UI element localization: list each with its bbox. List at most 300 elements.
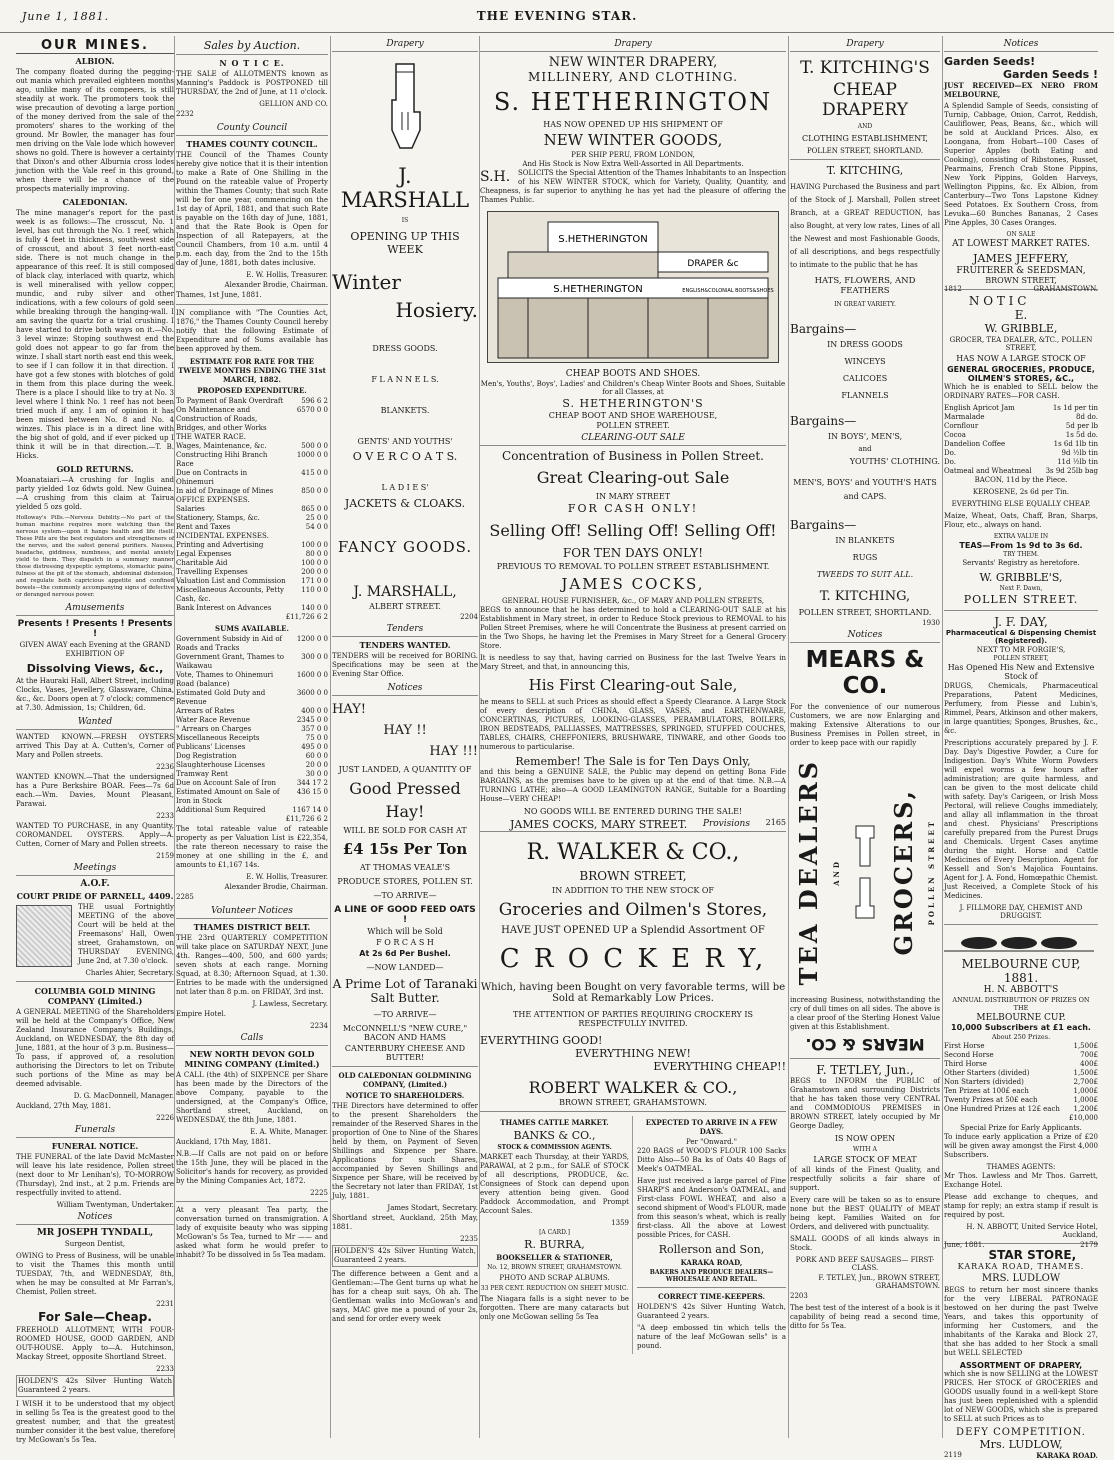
table-cell-item: Ten Prizes at 100£ each [944, 1087, 1029, 1095]
advert-text: A CALL (the 4th) of SIXPENCE per Share has been made by the Directors of the above Company, payable to the undersigned, at the Company's Office, Shortland street, Auckland, on WEDNESDAY, the 8th June, 1881. [176, 1071, 328, 1124]
advert-line: NO GOODS WILL BE ENTERED DURING THE SALE! [523, 807, 743, 816]
section-label: Meetings [16, 862, 174, 876]
table-row [176, 406, 328, 433]
issue-date: June 1, 1881. [22, 10, 110, 23]
table-cell-item: OFFICE EXPENSES. [176, 496, 250, 504]
table-cell-amount: 140 0 0 [301, 604, 328, 612]
advert-line: HAY !!! [429, 744, 478, 759]
advert-line: 33 PER CENT. REDUCTION ON SHEET MUSIC. [480, 1285, 629, 1292]
advertiser-name: MRS. LUDLOW [981, 1273, 1061, 1284]
advert-heading: FUNERAL NOTICE. [51, 1141, 139, 1151]
table-cell-amount: 75 0 0 [305, 734, 328, 742]
table-cell-amount: 8d do. [1076, 413, 1098, 421]
table-row [944, 449, 1098, 458]
table-cell-item: Printing and Advertising [176, 541, 264, 549]
advert-line: At 2s 6d Per Bushel. [359, 949, 451, 958]
table-cell-item: Tramway Rent [176, 770, 228, 778]
store-sign: S.HETHERINGTON [553, 284, 643, 295]
banner-text: AND [832, 858, 842, 886]
advert-line: JACKETS & CLOAKS. [344, 497, 466, 510]
advert-text: Maize, Wheat, Oats, Chaff, Bran, Sharps, Flour, etc., always on hand. [944, 512, 1098, 529]
advert-line: IN BOYS', MEN'S, [827, 432, 903, 441]
table-cell-amount: 5d per lb [1065, 422, 1098, 430]
address: POLLEN STREET. [963, 593, 1079, 606]
advert-text: DRUGS, Chemicals, Pharmaceutical Preparations, Patent Medicines, Perfumery, from Piesse and Lubin's, Rimmel, Pears, Atkinson and other makers, in large quantities; Sponges, Brushes, &c., &c. [944, 682, 1098, 735]
advert-line: GENERAL GROCERIES, PRODUCE, OILMEN'S STORES, &C., [947, 365, 1095, 383]
advert-line: Remember! The Sale is for Ten Days Only, [515, 755, 751, 768]
table-row [944, 440, 1098, 449]
advert-text: THE Directors have determined to offer to the present Shareholders the remainder of the Reserved Shares in the proportion of One to Nine of the Shares held by them, on Payment of Seven Shillings and Sixpence per Share. Applications for such Shares, accompanied by Seven Shillings and Sixpence per Share, will be received by the Secretary not later than FRIDAY, 1st July, 1881. [332, 1102, 478, 1200]
table-cell-item: Cocoa [944, 431, 966, 439]
table-cell-item: English Apricot Jam [944, 404, 1015, 412]
advert-number: 2119 [944, 1451, 962, 1459]
table-row [176, 613, 328, 622]
advertiser-name: MEARS & CO. [805, 647, 925, 699]
advert-text: Holloway's Pills.—Nervous Debility.—No part of the human machine requires more watching than the nervous system—upon it hangs health and life itself. These Pills are the best regulators and strengtheners of the nerves, and the safest general purifiers. Nausea, headache, giddiness, numbness, and mental anxiety yield to them. They dispatch in a summary manner those distressing dyspeptic symptoms, stomachic pains, fulness at the pit of the stomach, abdominal distension, and regulate both capricious appetite and confined bowels—the commonly accompanying signs of defective or deranged nervous power. [16, 515, 174, 598]
advert-line: DRESS GOODS. [372, 344, 438, 353]
table-row [176, 577, 328, 586]
table-row [176, 523, 328, 532]
table-cell-amount: 357 0 0 [301, 725, 328, 733]
table-row [944, 1087, 1098, 1096]
masthead [0, 0, 1114, 33]
column-rule [330, 36, 331, 1438]
advert-text: THE usual Fortnightly MEETING of the above Court will be held at the Freemasons' Hall, Owen street, Grahamstown, on THURSDAY EVENING, June 2nd, at 7.30 o'clock. [78, 903, 174, 965]
banner-text: TEA DEALERS [794, 758, 824, 986]
advert-line: IS [401, 217, 409, 224]
advert-line: BLANKETS. [380, 406, 430, 415]
advert-text: The total rateable value of rateable property as per Valuation List is £22,354, the rate thereon necessary to raise the money at one shilling in the £, and amounts to £1,167 14s. [176, 825, 328, 869]
advert-text: Which he is enabled to SELL below the ORDINARY RATES—FOR CASH. [944, 383, 1098, 400]
table-row [176, 451, 328, 469]
table-cell-amount: 9d ½lb tin [1061, 449, 1098, 457]
banner-text: GROCERS, [888, 788, 918, 956]
signature: E. A. White, Manager. [250, 1128, 328, 1136]
table-cell-item: Constructing Hihi Branch Race [176, 451, 268, 468]
advert-text: SMALL GOODS of all kinds always in Stock. [790, 1235, 940, 1252]
table-cell-amount: 100 0 0 [301, 559, 328, 567]
table-cell-item: Slaughterhouse Licenses [176, 761, 265, 769]
table-cell-item: Publicans' Licenses [176, 743, 246, 751]
table-cell-amount: 20 0 0 [305, 761, 328, 769]
date-line: Auckland, 27th May, 1881. [16, 1102, 111, 1110]
store-sign: ENGLISH&COLONIAL BOOTS&SHOES [682, 288, 774, 294]
advert-text: HOLDEN'S 42s Silver Hunting Watch, Guaranteed 2 years. [637, 1303, 786, 1320]
table-cell-amount: 30 0 0 [305, 770, 328, 778]
store-sign: S.HETHERINGTON [558, 234, 648, 245]
table-cell-amount: 1600 0 0 [296, 671, 328, 679]
advert-line: Winter [332, 270, 401, 294]
section-label: Notices [16, 1211, 174, 1225]
advert-heading: Garden Seeds! [944, 55, 1036, 68]
advert-heading: CORRECT TIME-KEEPERS. [658, 1292, 765, 1301]
table-row [176, 514, 328, 523]
table-row [944, 413, 1098, 422]
advert-heading: ESTIMATE FOR RATE FOR THE TWELVE MONTHS ENDING THE 31st MARCH, 1882. [178, 357, 326, 384]
advert-line: PRODUCE STORES, POLLEN ST. [337, 877, 473, 886]
signature: E. W. Hollis, Treasurer. [246, 873, 328, 881]
advert-text: At a very pleasant Tea party, the conversation turned on transmigration. A lady of exquisite beauty who was sipping McGowan's 5s Tea, turned to Mr —— and asked what form he would prefer to inhabit? To be dissolved in 5s Tea madam. [176, 1206, 328, 1259]
advert-line: Next F. Dawn, [999, 585, 1043, 592]
advert-line: ANNUAL DISTRIBUTION OF PRIZES ON THE [952, 996, 1090, 1012]
advert-line: Which, having been Bought on very favorable terms, will be Sold at Remarkably Low Prices. [480, 982, 786, 1004]
advertiser-name: T. KITCHING'S [800, 58, 930, 78]
foresters-crest-image [16, 905, 72, 967]
advert-line: JUST RECEIVED—EX NERO FROM MELBOURNE, [944, 81, 1098, 99]
article-heading: CALEDONIAN. [62, 197, 128, 207]
advert-subheading: Surgeon Dentist, [64, 1240, 126, 1248]
advertiser-name: R. BURRA, [524, 1238, 585, 1251]
advert-heading: NEW NORTH DEVON GOLD MINING COMPANY (Limited.) [184, 1049, 320, 1069]
article-text: The company floated during the pegging-out mania which prevailed eighteen months ago, unlike many of its compeers, is still steadily at work. The promoters took the wise precaution of devoting a large portion of the money derived from the sale of the promoters' shares to the working of the ground. Mr Bowler, the manager has four men driving on the Vale lode which however shows no gold. There is however a certainty that Dixon's and other Alburnia cross lodes junction with the Vale reef in this ground, when there will be a chance of the prospects materially improving. [16, 68, 174, 193]
advert-line: —TO ARRIVE— [373, 1010, 437, 1019]
advert-line: TRY THEM. [1003, 551, 1039, 558]
advert-text: increasing Business, notwithstanding the cry of dull times on all sides. The above is a clear proof of the Sterling Honest Value given at this Establishment. [790, 996, 940, 1031]
date-line: Shortland street, Auckland, 25th May, 1881. [332, 1214, 478, 1231]
advert-subheading: NOTICE TO SHAREHOLDERS. [345, 1091, 465, 1100]
advert-number: 2203 [790, 1292, 808, 1300]
advert-line: PREVIOUS TO REMOVAL TO POLLEN STREET ESTABLISHMENT. [496, 562, 770, 571]
prize-table [944, 1042, 1098, 1114]
advertiser-name: J. MARSHALL [340, 164, 470, 212]
table-row [176, 770, 328, 779]
advert-line: POLLEN STREET, [993, 655, 1049, 662]
table-cell-item: Legal Expenses [176, 550, 232, 558]
advert-line: Which will be Sold [367, 927, 443, 936]
advert-line: Men's, Youths', Boys', Ladies' and Children's Cheap Winter Boots and Shoes, Suitable for all Classes, at [480, 380, 786, 396]
table-row [176, 496, 328, 505]
advert-line: IN ADDITION TO THE NEW STOCK OF [552, 886, 714, 895]
table-cell-amount: 1s 1d per tin [1052, 404, 1098, 412]
advert-number: 2236 [156, 763, 174, 771]
table-cell-item: Do. [944, 458, 956, 466]
table-row [176, 505, 328, 514]
section-label: Tenders [332, 623, 478, 637]
paper-title: THE EVENING STAR. [476, 9, 638, 23]
table-cell-item: Dandelion Coffee [944, 440, 1006, 448]
advert-heading: EXPECTED TO ARRIVE IN A FEW DAYS. [645, 1118, 778, 1136]
advert-line: NEW WINTER GOODS, [543, 131, 723, 149]
advert-line: KEROSENE, 2s 6d per Tin. [972, 488, 1070, 496]
advert-heading: SUMS AVAILABLE. [215, 624, 289, 633]
advert-number: 2231 [156, 1300, 174, 1308]
advert-text: FREEHOLD ALLOTMENT, WITH FOUR-ROOMED HOUSE, GOOD GARDEN, AND OUT-HOUSE. Apply to—A. Hutchinson, Mackay Street, opposite Shortland Street. [16, 1326, 174, 1361]
cattle-market-advert [480, 1116, 633, 1354]
table-cell-amount: 344 17 2 [296, 779, 328, 787]
table-row [176, 725, 328, 734]
advertiser-name: ROBERT WALKER & CO., [528, 1078, 738, 1097]
advert-text: WANTED KNOWN.—FRESH OYSTERS arrived This Day at A. Cutten's, Corner of Mary and Pollen streets. [16, 733, 174, 759]
table-total: £10,000 [1069, 1114, 1098, 1122]
advert-text: Every care will be taken so as to ensure none but the BEST QUALITY of MEAT being kept. Families Waited on for Orders, and delivered with punctuality. [790, 1196, 940, 1231]
advertiser-name: JAMES COCKS, [561, 575, 705, 593]
advert-line: TEAS—From 1s 9d to 3s 6d. [959, 541, 1083, 550]
table-cell-amount: 436 15 0 [296, 788, 328, 796]
storefront-illustration [487, 211, 779, 363]
advert-text: which she is now SELLING at the LOWEST PRICES. Her STOCK of GROCERIES and GOODS usually found in a well-kept Store has just been replenished with a splendid lot of NEW GOODS, which she is prepared to SELL at such Prices as to [944, 1370, 1098, 1423]
advert-text: WANTED TO PURCHASE, in any Quantity, COROMANDEL OYSTERS. Apply—A. Cutten, Corner of Mary and Pollen streets. [16, 822, 174, 848]
advert-subheading: BOOKSELLER & STATIONER, [496, 1253, 613, 1262]
advert-line: Concentration of Business in Pollen Street. [502, 449, 764, 463]
advert-number: 1359 [611, 1219, 629, 1227]
advert-line: HAY! [332, 702, 367, 717]
advert-text: THE 23rd QUARTERLY COMPETITION will take place on SATURDAY NEXT, June 4th. Ranges—400, 500, and 600 yards; seven shots at each range. Morning Squad, at 8.30; Afternoon Squad, at 1.30. Entries to be made with the undersigned not later than 8 p.m. on FRIDAY, 3rd inst. [176, 934, 328, 996]
advert-line: FLANNELS [841, 391, 889, 400]
advert-text: I WISH it to be understood that my object in selling 5s Tea is the greatest good to the greatest number, and that the greatest number consider it the best value, therefore try McGowan's 5s Tea. [16, 1400, 174, 1444]
section-label: Funerals [16, 1124, 174, 1138]
column-rule [174, 36, 175, 1438]
table-row [176, 707, 328, 716]
table-row [176, 604, 328, 613]
advert-heading: A.O.F. [80, 879, 110, 889]
advert-line: GENTS' AND YOUTHS' [357, 437, 453, 446]
advert-text: A Splendid Sample of Seeds, consisting of Turnip, Cabbage, Onion, Carrot, Reddish, Cauliflower, Peas, Beans, &c., which will be sold at Auckland Prices. Also, ex Loongana, from Hobart—100 Cases of Superior Apples (both Eating and Cooking), consisting of Ribstones, Russet, Pearmains, French Crab Stone Pippins, New York Pippins, Golden Harveys, Wellington Pippins, &c. Ex Albion, from Canterbury—Two Tons Lapstone Kidney Seed Potatoes. Ex Southern Cross, from Levuka—60 Bunches Bananas, 2 Cases Pine Apples, 30 Cases Oranges. [944, 102, 1098, 227]
signature: H. N. ABBOTT, United Service Hotel, Auckland, [966, 1223, 1098, 1239]
table-cell-amount: 865 0 0 [301, 505, 328, 513]
table-cell-item: Government Subsidy in Aid of Roads and Tracks [176, 635, 283, 652]
advert-line: MELBOURNE CUP. [976, 1013, 1066, 1023]
advert-line: IS NOW OPEN [834, 1134, 896, 1143]
advert-number: 2233 [156, 1365, 174, 1373]
advert-line: —TO ARRIVE— [373, 891, 437, 900]
table-row [176, 779, 328, 788]
advert-line: CHEAP BOOTS AND SHOES. [565, 369, 701, 379]
advert-heading: N O T I C E. [219, 58, 285, 68]
advert-line: IN GREAT VARIETY. [834, 301, 896, 308]
table-row [944, 458, 1098, 467]
advert-line: EVERYTHING ELSE EQUALLY CHEAP. [951, 500, 1091, 508]
table-cell-amount [286, 433, 328, 442]
advert-text: GIVEN AWAY each Evening at the GRAND EXHIBITION OF [19, 641, 171, 658]
section-label: Sales by Auction. [176, 38, 328, 55]
advert-text: and this being a GENUINE SALE, the Public may depend on getting Bona Fide BARGAINS, as the premises have to be given up at the end of that time. N.B.—A TURNING LATHE; also—A GOOD LEAMINGTON RANGE, Suitable for a Boarding House—VERY CHEAP! [480, 768, 786, 803]
table-cell-item: Valuation List and Commission [176, 577, 286, 585]
section-label: Calls [176, 1032, 328, 1046]
advertiser-name: J. F. DAY, [994, 615, 1048, 629]
table-cell-amount: 400£ [1080, 1060, 1098, 1068]
table-cell-item: Other Starters (divided) [944, 1069, 1030, 1077]
advert-heading: For Sale—Cheap. [38, 1310, 152, 1324]
advert-line: THAMES AGENTS: [986, 1163, 1056, 1171]
signature: Alexander Brodie, Chairman. [224, 281, 328, 289]
table-cell-amount: 1000 0 0 [296, 451, 328, 459]
column-rule [788, 36, 789, 1438]
pointing-hand-icon [850, 818, 880, 868]
signature: Charles Ahier, Secretary. [85, 969, 174, 977]
advert-text: IN compliance with "The Counties Act, 1876," the Thames County Council hereby notify that the following Estimate of Expenditure and of Sums available has been approved by them. [176, 309, 328, 353]
table-cell-amount [286, 496, 328, 505]
advert-line: AND [857, 123, 873, 130]
signature: James Stodart, Secretary. [387, 1204, 478, 1212]
advert-line: PER SHIP PERU, FROM LONDON, [571, 151, 695, 159]
table-cell-item: Water Race Revenue [176, 716, 250, 724]
column-rule [942, 36, 943, 1438]
advert-line: Selling Off! Selling Off! Selling Off! [489, 521, 777, 540]
advert-line: EVERYTHING NEW! [575, 1047, 691, 1060]
table-row [176, 442, 328, 451]
signature: Alexander Brodie, Chairman. [224, 883, 328, 891]
table-row [176, 397, 328, 406]
advert-line: Groceries and Oilmen's Stores, [498, 900, 768, 920]
advert-line: CHEAP DRAPERY [821, 80, 909, 120]
section-label: Drapery [332, 38, 478, 52]
signature: D. G. MacDonnell, Manager. [73, 1092, 174, 1100]
advert-heading: NEW WINTER DRAPERY, [548, 55, 718, 70]
table-row [176, 752, 328, 761]
table-cell-item: Due on Contracts in Ohinemuri [176, 469, 248, 486]
advert-line: CANTERBURY CHEESE AND BUTTER! [344, 1044, 466, 1062]
table-cell-amount: 11d ½lb tin [1057, 458, 1098, 466]
signature: J. MARSHALL, [353, 584, 457, 600]
section-label: Amusements [16, 602, 174, 616]
advert-line: LARGE STOCK OF MEAT [813, 1155, 917, 1164]
advert-number: 2233 [156, 812, 174, 820]
advert-text: Have just received a large parcel of Fine SHARP'S and Anderson's OATMEAL, and First-class FOWL WHEAT, and also a second shipment of Wood's FLOUR, made from this season's wheat, which is really first-class. All the above at Lowest possible Prices, for CASH. [637, 1177, 786, 1239]
section-label: Drapery [480, 38, 786, 52]
advert-line: YOUTHS' CLOTHING. [849, 457, 940, 466]
table-cell-amount: 1s 6d 1lb tin [1053, 440, 1098, 448]
initials: S.H. [480, 169, 511, 185]
column-2 [176, 36, 328, 1438]
article-text: The mine manager's report for the past week is as follows:—The crosscut, No. 1 level, has cut through the No. 1 reef, which is fully 4 feet in thickness, south-west side of crosscut, and about 3 feet north-east side. There is not much change in the appearance of this reef. It is still composed of black clay, interlaced with quartz, which is well mineralised with yellow copper, mundic, and ruby silver and other indications, with a few colours of gold seen while breaking through the hanging-wall. I am saving the quartz for a trial crushing. I have started to drive both ways on it.—No. 3 level winze: Stoping southwest end the gold does not appear to go far from the winze. I shall start north east end this week, to see if I can follow it in that direction. I have got a few stones with blotches of gold in them from this place during the week. There is a place I should like to try at No. 3 level where I think No. 1 reef has not been tried much if any. I am of opinion it has been missed between No. 8 and No. 4 winzes. This place is in a direct line with the big shot of gold, and if ever picked up I think it will be in that direction.—T. B. Hicks. [16, 209, 174, 460]
advert-text: HAVING Purchased the Business and part of the Stock of J. Marshall, Pollen street Branch, at a GREAT REDUCTION, has also Bought, at very low rates, Lines of all the Newest and most Fashionable Goods, of all descriptions, and begs respectfully to intimate to the public that he has [790, 183, 940, 269]
table-cell-amount: 1s 5d do. [1065, 431, 1098, 439]
advert-text: THE FUNERAL of the late David McMaster will leave his late residence, Pollen street (next door to Mr Lenihan's), TO-MORROW (Thursday), 2nd inst., at 2 p.m. Friends are respectfully invited to attend. [16, 1153, 174, 1197]
advert-line: ASSORTMENT OF DRAPERY, [959, 1361, 1083, 1370]
produce-advert [637, 1116, 786, 1354]
signature: W. GRIBBLE'S, [979, 571, 1063, 584]
advert-heading: Garden Seeds ! [1003, 68, 1098, 81]
advert-subheading: STOCK & COMMISSION AGENTS. [497, 1144, 612, 1151]
banner-text: POLLEN STREET [926, 818, 936, 926]
advert-text: The best test of the interest of a book is it capability of being read a second time, ditto for 5s Tea. [790, 1304, 940, 1330]
advert-line: THE ATTENTION OF PARTIES REQUIRING CROCKERY IS RESPECTFULLY INVITED. [513, 1010, 753, 1028]
advert-number: 2232 [176, 110, 194, 118]
advert-text: The Niagara falls is a sight never to be forgotten. There are many cataracts but only one McGowan selling 5s Tea [480, 1295, 629, 1321]
table-row [176, 586, 328, 604]
section-label: Drapery [790, 38, 940, 52]
table-cell-item [176, 613, 286, 622]
table-cell-amount: 700£ [1080, 1051, 1098, 1059]
table-cell-amount: 1167 14 0 [292, 806, 328, 814]
table-cell-amount: £11,726 6 2 [285, 613, 328, 621]
address: POLLEN STREET, SHORTLAND. [798, 608, 932, 617]
advert-line: [A CARD.] [539, 1229, 570, 1236]
advert-line: A Prime Lot of Taranaki Salt Butter. [332, 977, 478, 1005]
table-row [944, 431, 1098, 440]
table-cell-item: First Horse [944, 1042, 985, 1050]
advert-line: And His Stock is Now Extra Well-Assorted in All Departments. [522, 160, 744, 168]
signature: GELLION AND CO. [259, 100, 328, 108]
table-cell-amount: 100 0 0 [301, 541, 328, 549]
signature: T. KITCHING, [819, 589, 911, 604]
advert-heading: TENDERS WANTED. [359, 640, 451, 650]
table-row [176, 761, 328, 770]
advert-text: 220 BAGS of WOOD'S FLOUR 100 Sacks Ditto Also—50 Ba ks of Oats 40 Bags of Meek's OATMEAL. [637, 1147, 786, 1173]
table-cell-item: INCIDENTAL EXPENSES. [176, 532, 269, 540]
advert-line: EVERYTHING GOOD! [480, 1034, 603, 1047]
table-cell-item: Third Horse [944, 1060, 987, 1068]
advert-line: Great Clearing-out Sale [536, 468, 730, 487]
section-label: Provisions [480, 818, 786, 832]
table-total: £11,726 6 2 [285, 815, 328, 823]
advert-line: POLLEN STREET. [596, 421, 670, 430]
table-row [176, 689, 328, 707]
advert-line: PORK AND BEEF SAUSAGES— FIRST-CLASS. [795, 1256, 935, 1272]
table-cell-item: Do. [944, 449, 956, 457]
advert-line: HAS NOW OPENED UP HIS SHIPMENT OF [543, 120, 723, 129]
table-cell-item: Twenty Prizes at 50£ each [944, 1096, 1038, 1104]
advert-line: C R O C K E R Y, [499, 944, 767, 974]
table-row [176, 806, 328, 815]
advert-line: TWEEDS TO SUIT ALL. [816, 570, 914, 579]
section-label: Volunteer Notices [176, 905, 328, 919]
advert-line: FANCY GOODS. [337, 538, 473, 556]
table-cell-item: Stationery, Stamps, &c. [176, 514, 260, 522]
advert-line: FRUITERER & SEEDSMAN, [956, 266, 1086, 276]
advert-number: 2225 [310, 1189, 328, 1197]
article-heading: ALBION. [75, 56, 115, 66]
advert-subheading: BAKERS AND PRODUCE DEALERS— WHOLESALE AND RETAIL. [649, 1269, 774, 1283]
advert-line: McCONNELL'S "NEW CURE," BACON AND HAMS [342, 1024, 468, 1042]
advert-line: F L A N N E L S. [371, 375, 439, 384]
table-cell-amount: 60 0 0 [305, 752, 328, 760]
advert-heading: Presents ! Presents ! Presents ! [17, 619, 173, 639]
section-label: Notices [332, 682, 478, 696]
price-line: £4 15s Per Ton [342, 840, 468, 858]
table-cell-amount: 1,000£ [1073, 1087, 1098, 1095]
advert-line: HAY !! [383, 723, 427, 738]
address: POLLEN STREET, SHORTLAND. [806, 147, 924, 155]
advert-line: BROWN STREET, [579, 869, 687, 883]
table-cell-item: Second Horse [944, 1051, 994, 1059]
table-row [944, 1060, 1098, 1069]
table-cell-item: Rent and Taxes [176, 523, 231, 531]
advert-line: ON SALE [1006, 231, 1036, 238]
table-cell-item: Oatmeal and Wheatmeal [944, 467, 1032, 475]
table-cell-item: Dog Registration [176, 752, 237, 760]
advert-heading: MELBOURNE CUP, 1881. [961, 957, 1081, 985]
table-cell-item: Bank Interest on Advances [176, 604, 272, 612]
advert-line: NEXT TO MR FORGIE'S, [976, 646, 1066, 654]
advert-text: BEGS to announce that he has determined to hold a CLEARING-OUT SALE at his Establishment in Mary street, in order to Reduce Stock previous to REMOVAL to his Pollen Street Premises, where he will Concentrate the Business at present carried on in the Two Shops, he having let the Premises in Mary Street for a General Grocery Store. [480, 606, 786, 650]
table-row [944, 1078, 1098, 1087]
table-cell-item: THE WATER RACE. [176, 433, 246, 441]
table-cell-item: To Payment of Bank Overdraft [176, 397, 284, 405]
advertiser-name: S. HETHERINGTON [493, 88, 773, 116]
table-cell-item: Wages, Maintenance, &c. [176, 442, 267, 450]
advert-line: WINCEYS [844, 357, 886, 366]
advert-line: HAVE JUST OPENED UP a Splendid Assortment OF [501, 925, 765, 936]
section-heading-our-mines: OUR MINES. [16, 38, 174, 54]
address: KARAKA ROAD, THAMES. [957, 1262, 1085, 1271]
table-cell-item: Government Grant, Thames to Waikawau [176, 653, 284, 670]
store-sign: DRAPER &c [687, 259, 739, 269]
advertiser-name: STAR STORE, [988, 1248, 1077, 1262]
expenditure-table [176, 397, 328, 622]
advert-text: A GENERAL MEETING of the Shareholders will be held at the Company's Office, New Zealand Insurance Company's Buildings, Auckland, on WEDNESDAY, the 8th day of June, 1881, at the hour of 3 p.m. Business—To pass, if approved of, a resolution authorising the Directors to let on Tribute such portions of the Mine as may be deemed advisable. [16, 1008, 174, 1088]
table-cell-item: Charitable Aid [176, 559, 228, 567]
advert-number: 2235 [460, 1235, 478, 1243]
advert-text: WANTED KNOWN.—That the undersigned has a Pure Berkshire BOAR. Fees—7s 6d each.—Wm. Davies, Mount Pleasant, Parawai. [16, 773, 174, 808]
advert-line: CALICOES [842, 374, 888, 383]
advert-line: Servants' Registry as heretofore. [962, 559, 1080, 567]
article-text: Moanataiari.—A crushing for Inglis and party yielded 1oz 6dwts gold. New Guinea.—A crushing from this claim at Tairua yielded 5 ozs gold. [16, 476, 174, 511]
signature: F. TETLEY, Jun., BROWN STREET, GRAHAMSTOWN. [818, 1274, 940, 1290]
table-cell-amount: 2345 0 0 [296, 716, 328, 724]
advert-line: MEN'S, BOYS' and YOUTH'S HATS and CAPS. [793, 478, 937, 501]
table-cell-item: On Maintenance and Construction of Roads, Bridges, and other Works [176, 406, 267, 432]
